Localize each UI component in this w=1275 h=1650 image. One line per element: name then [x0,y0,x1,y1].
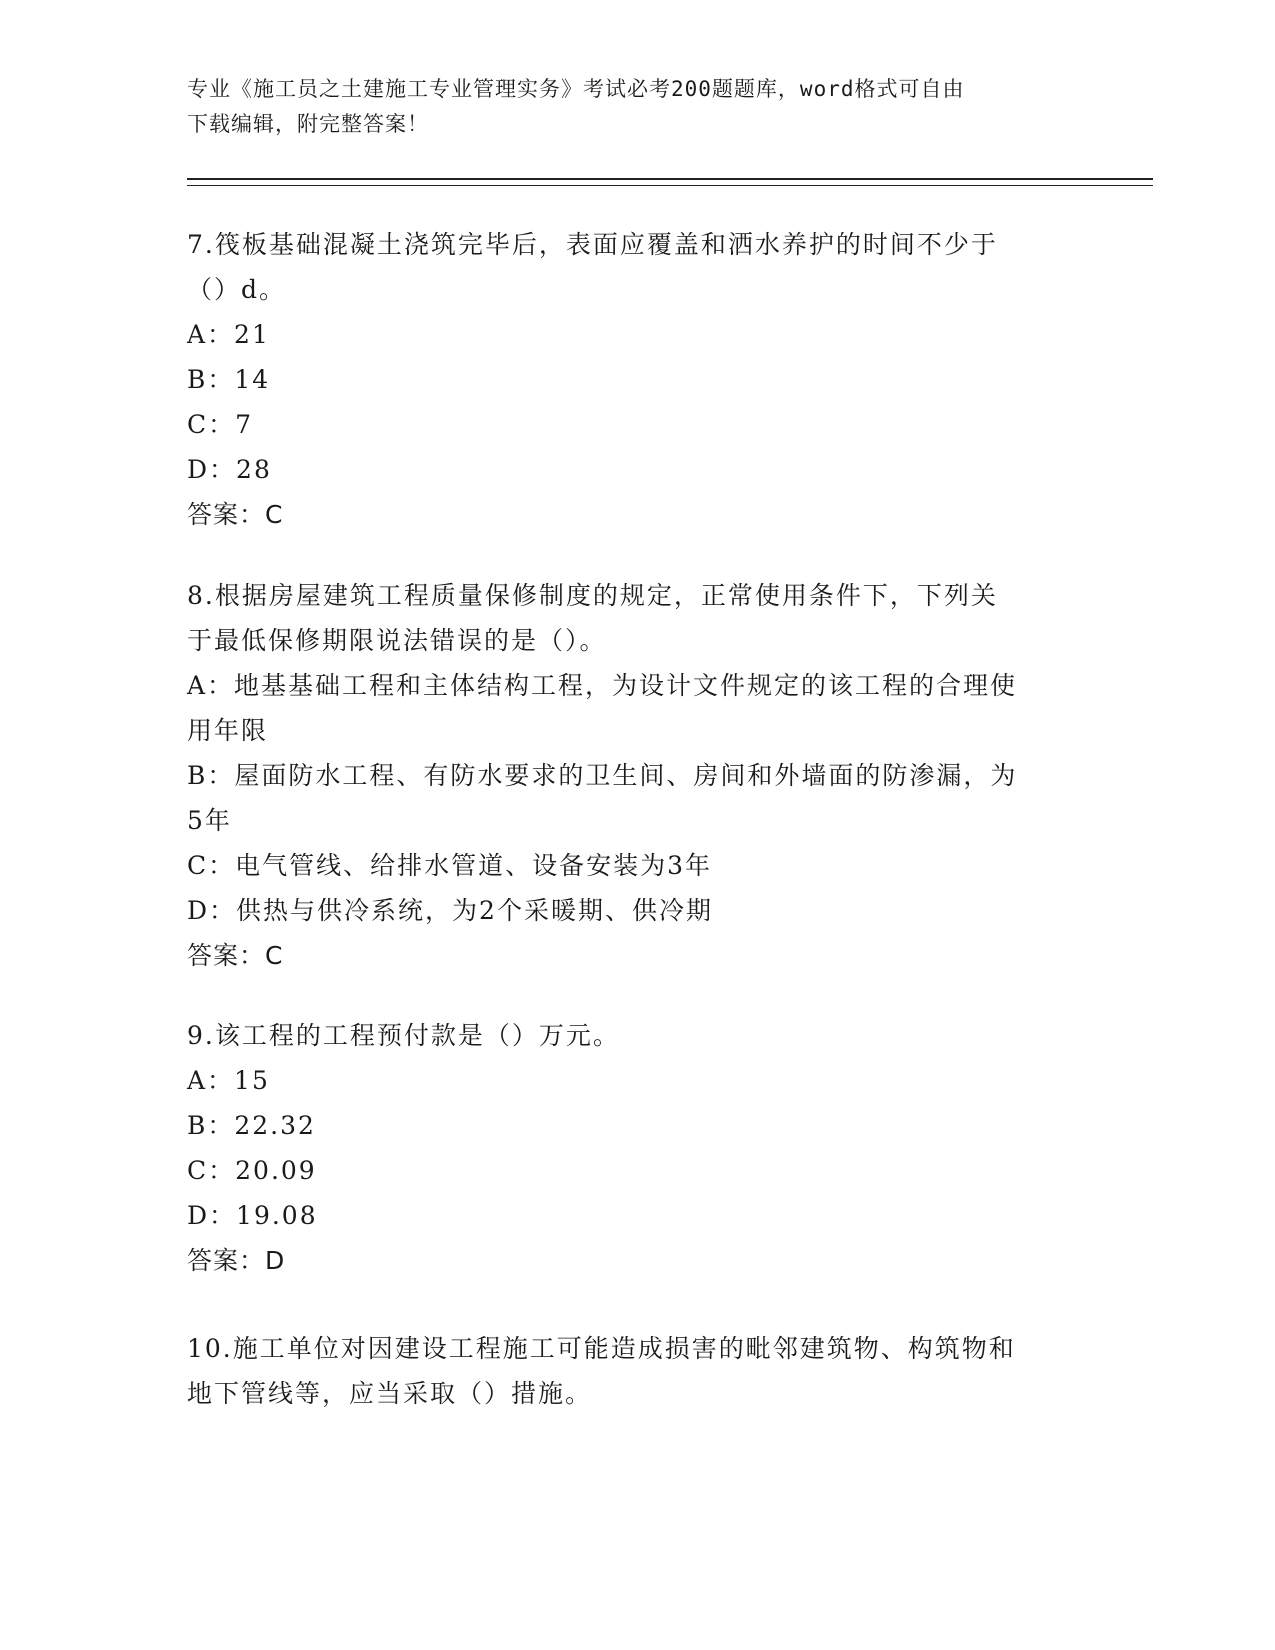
option-c: C：20.09 [187,1156,317,1185]
header-line-2: 下载编辑，附完整答案！ [187,112,429,136]
question-10 [187,1326,1067,1416]
option-d: D：28 [187,455,272,484]
header-divider [187,178,1153,186]
option-b: B：22.32 [187,1111,316,1140]
question-stem-cont: （）d。 [187,275,287,304]
option-a: A：21 [187,320,270,349]
question-stem: 8.根据房屋建筑工程质量保修制度的规定，正常使用条件下，下列关 [187,581,998,610]
header-line-1: 专业《施工员之土建施工专业管理实务》考试必考200题题库，word格式可自由 [187,77,965,101]
option-c: C：7 [187,410,254,439]
question-8 [187,573,1067,978]
answer-line: 答案：C [187,500,284,529]
option-b-cont: 5年 [187,806,232,835]
question-9 [187,1013,1067,1283]
question-7 [187,222,1067,537]
answer-line: 答案：C [187,941,284,970]
question-stem: 10.施工单位对因建设工程施工可能造成损害的毗邻建筑物、构筑物和 [187,1334,1016,1363]
option-b: B：屋面防水工程、有防水要求的卫生间、房间和外墙面的防渗漏，为 [187,761,1018,790]
option-a: A：地基基础工程和主体结构工程，为设计文件规定的该工程的合理使 [187,671,1018,700]
option-a-cont: 用年限 [187,716,269,745]
option-a: A：15 [187,1066,270,1095]
question-stem-cont: 于最低保修期限说法错误的是（）。 [187,626,607,655]
option-c: C：电气管线、给排水管道、设备安装为3年 [187,851,713,880]
document-header [187,72,1067,142]
question-stem: 7.筏板基础混凝土浇筑完毕后，表面应覆盖和洒水养护的时间不少于 [187,230,998,259]
option-b: B：14 [187,365,271,394]
question-stem: 9.该工程的工程预付款是（）万元。 [187,1021,620,1050]
option-d: D：19.08 [187,1201,318,1230]
question-stem-cont: 地下管线等，应当采取（）措施。 [187,1379,593,1408]
option-d: D：供热与供冷系统，为2个采暖期、供冷期 [187,896,713,925]
answer-line: 答案：D [187,1246,286,1275]
